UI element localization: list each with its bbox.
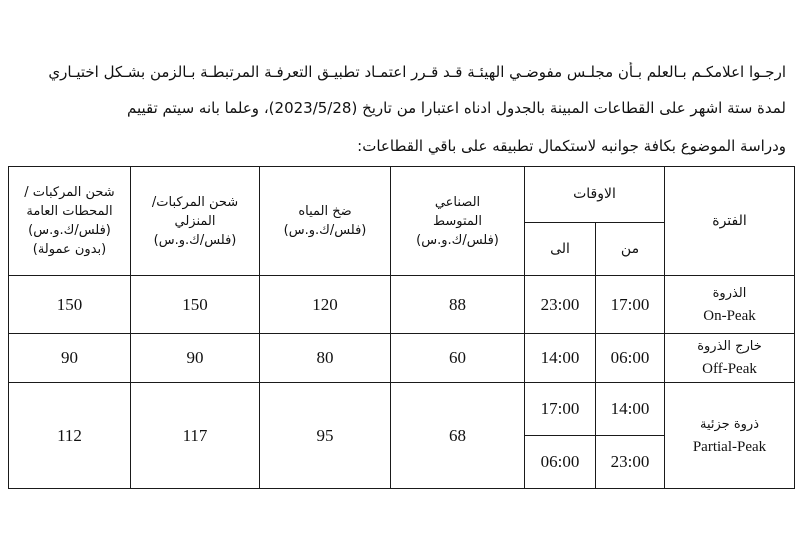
industrial-value: 60 [391, 334, 525, 383]
header-period: الفترة [665, 167, 795, 276]
header-times: الاوقات [525, 167, 665, 223]
table-row-on-peak [9, 276, 795, 334]
header-industrial: الصناعي المتوسط (فلس/ك.و.س) [391, 167, 525, 276]
industrial-value: 68 [391, 383, 525, 489]
header-from: من [596, 223, 665, 276]
public-ev-value: 150 [9, 276, 131, 334]
period-label: ذروة جزئية Partial-Peak [665, 383, 795, 489]
header-home-ev: شحن المركبات/ المنزلي (فلس/ك.و.س) [131, 167, 260, 276]
paragraph-line-2: لمدة ستة اشهر على القطاعات المبينة بالجدول ادناه اعتبارا من تاريخ (2023/5/28)، وعلما بانه سيتم تقييم [126, 99, 786, 117]
from-time: 17:00 [596, 276, 665, 334]
to-time: 23:00 [525, 276, 596, 334]
from-time: 06:00 [596, 334, 665, 383]
home-ev-value: 150 [131, 276, 260, 334]
header-public-ev: شحن المركبات / المحطات العامة (فلس/ك.و.س) (بدون عمولة) [9, 167, 131, 276]
to-time: 17:00 [525, 383, 596, 436]
table-row-off-peak [9, 334, 795, 383]
header-to: الى [525, 223, 596, 276]
public-ev-value: 90 [9, 334, 131, 383]
water-value: 95 [260, 383, 391, 489]
paragraph-line-1: ارجـوا اعلامكـم بـالعلم بـأن مجلـس مفوضـي الهيئـة قـد قـرر اعتمـاد تطبيـق التعرفـة المرتبطـة بـالزمن بشـكل اختيـاري [48, 63, 786, 81]
to-time: 06:00 [525, 436, 596, 489]
from-time: 23:00 [596, 436, 665, 489]
paragraph-line-3: ودراسة الموضوع بكافة جوانبه لاستكمال تطبيقه على باقي القطاعات: [357, 137, 786, 155]
water-value: 120 [260, 276, 391, 334]
to-time: 14:00 [525, 334, 596, 383]
home-ev-value: 90 [131, 334, 260, 383]
period-label: الذروة On-Peak [665, 276, 795, 334]
home-ev-value: 117 [131, 383, 260, 489]
from-time: 14:00 [596, 383, 665, 436]
tariff-table [8, 166, 795, 489]
header-water: ضخ المياه (فلس/ك.و.س) [260, 167, 391, 276]
public-ev-value: 112 [9, 383, 131, 489]
industrial-value: 88 [391, 276, 525, 334]
period-label: خارج الذروة Off-Peak [665, 334, 795, 383]
table-row-partial-peak [9, 383, 795, 436]
water-value: 80 [260, 334, 391, 383]
